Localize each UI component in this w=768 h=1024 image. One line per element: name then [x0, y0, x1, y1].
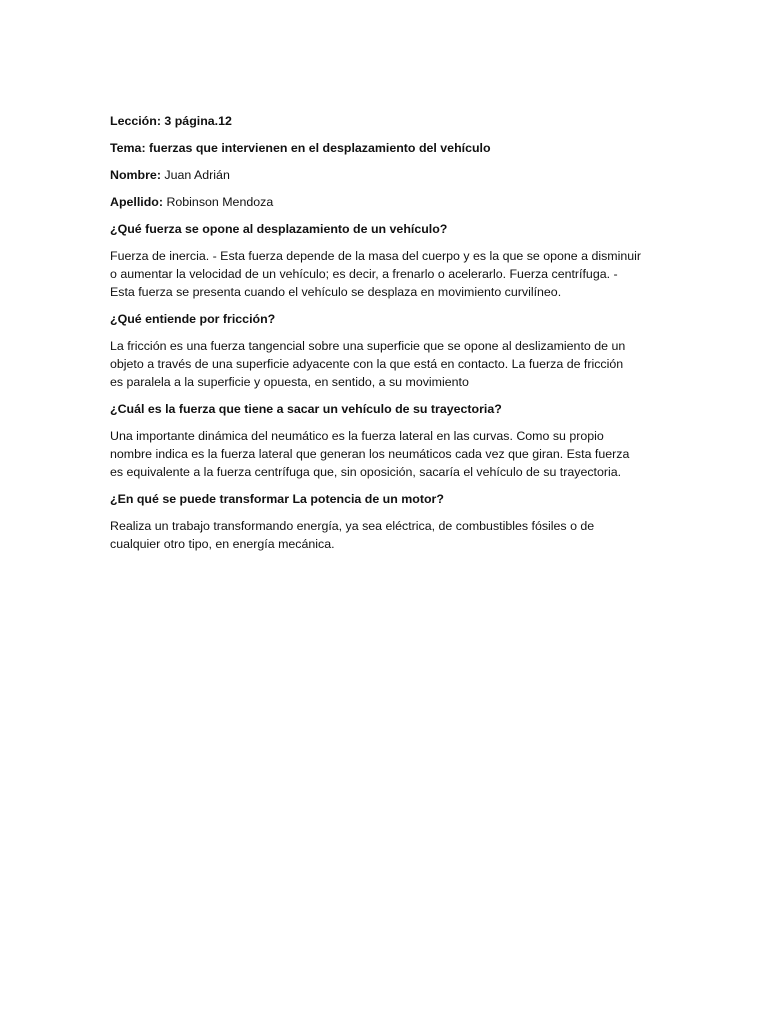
answer-2-line-3: es paralela a la superficie y opuesta, en sentido, a su movimiento — [110, 375, 469, 389]
answer-4-line-1: Realiza un trabajo transformando energía, ya sea eléctrica, de combustibles fósiles o de — [110, 519, 595, 533]
tema-line — [110, 139, 665, 157]
nombre-label: Nombre: — [110, 168, 161, 182]
leccion-value: 3 página.12 — [160, 114, 232, 128]
nombre-line — [110, 166, 665, 184]
tema-value: fuerzas que intervienen en el desplazamiento del vehículo — [145, 141, 491, 155]
answer-3-line-3: es equivalente a la fuerza centrífuga que, sin oposición, sacaría el vehículo de su trayectoria. — [110, 465, 622, 479]
answer-4-line-2: cualquier otro tipo, en energía mecánica. — [110, 537, 335, 551]
leccion-label: Lección: — [110, 114, 161, 128]
answer-1-line-2: o aumentar la velocidad de un vehículo; es decir, a frenarlo o acelerarlo. Fuerza centrífuga. - — [110, 267, 618, 281]
question-3: ¿Cuál es la fuerza que tiene a sacar un vehículo de su trayectoria? — [110, 402, 502, 416]
answer-3-line-1: Una importante dinámica del neumático es la fuerza lateral en las curvas. Como su propio — [110, 429, 604, 443]
apellido-label: Apellido: — [110, 195, 163, 209]
answer-1 — [110, 247, 665, 301]
question-1: ¿Qué fuerza se opone al desplazamiento de un vehículo? — [110, 222, 448, 236]
question-2: ¿Qué entiende por fricción? — [110, 312, 276, 326]
answer-4 — [110, 517, 665, 553]
answer-2-line-2: objeto a través de una superficie adyacente con la que está en contacto. La fuerza de fricción — [110, 357, 624, 371]
leccion-line — [110, 112, 665, 130]
tema-label: Tema: — [110, 141, 146, 155]
question-4: ¿En qué se puede transformar La potencia de un motor? — [110, 492, 444, 506]
answer-2-line-1: La fricción es una fuerza tangencial sobre una superficie que se opone al deslizamiento de un — [110, 339, 626, 353]
document-body — [110, 112, 665, 562]
answer-3-line-2: nombre indica es la fuerza lateral que generan los neumáticos cada vez que giran. Esta fuerza — [110, 447, 630, 461]
answer-1-line-3: Esta fuerza se presenta cuando el vehículo se desplaza en movimiento curvilíneo. — [110, 285, 562, 299]
answer-2 — [110, 337, 665, 391]
apellido-line — [110, 193, 665, 211]
answer-1-line-1: Fuerza de inercia. - Esta fuerza depende de la masa del cuerpo y es la que se opone a disminuir — [110, 249, 642, 263]
answer-3 — [110, 427, 665, 481]
apellido-value: Robinson Mendoza — [163, 195, 274, 209]
nombre-value: Juan Adrián — [160, 168, 230, 182]
